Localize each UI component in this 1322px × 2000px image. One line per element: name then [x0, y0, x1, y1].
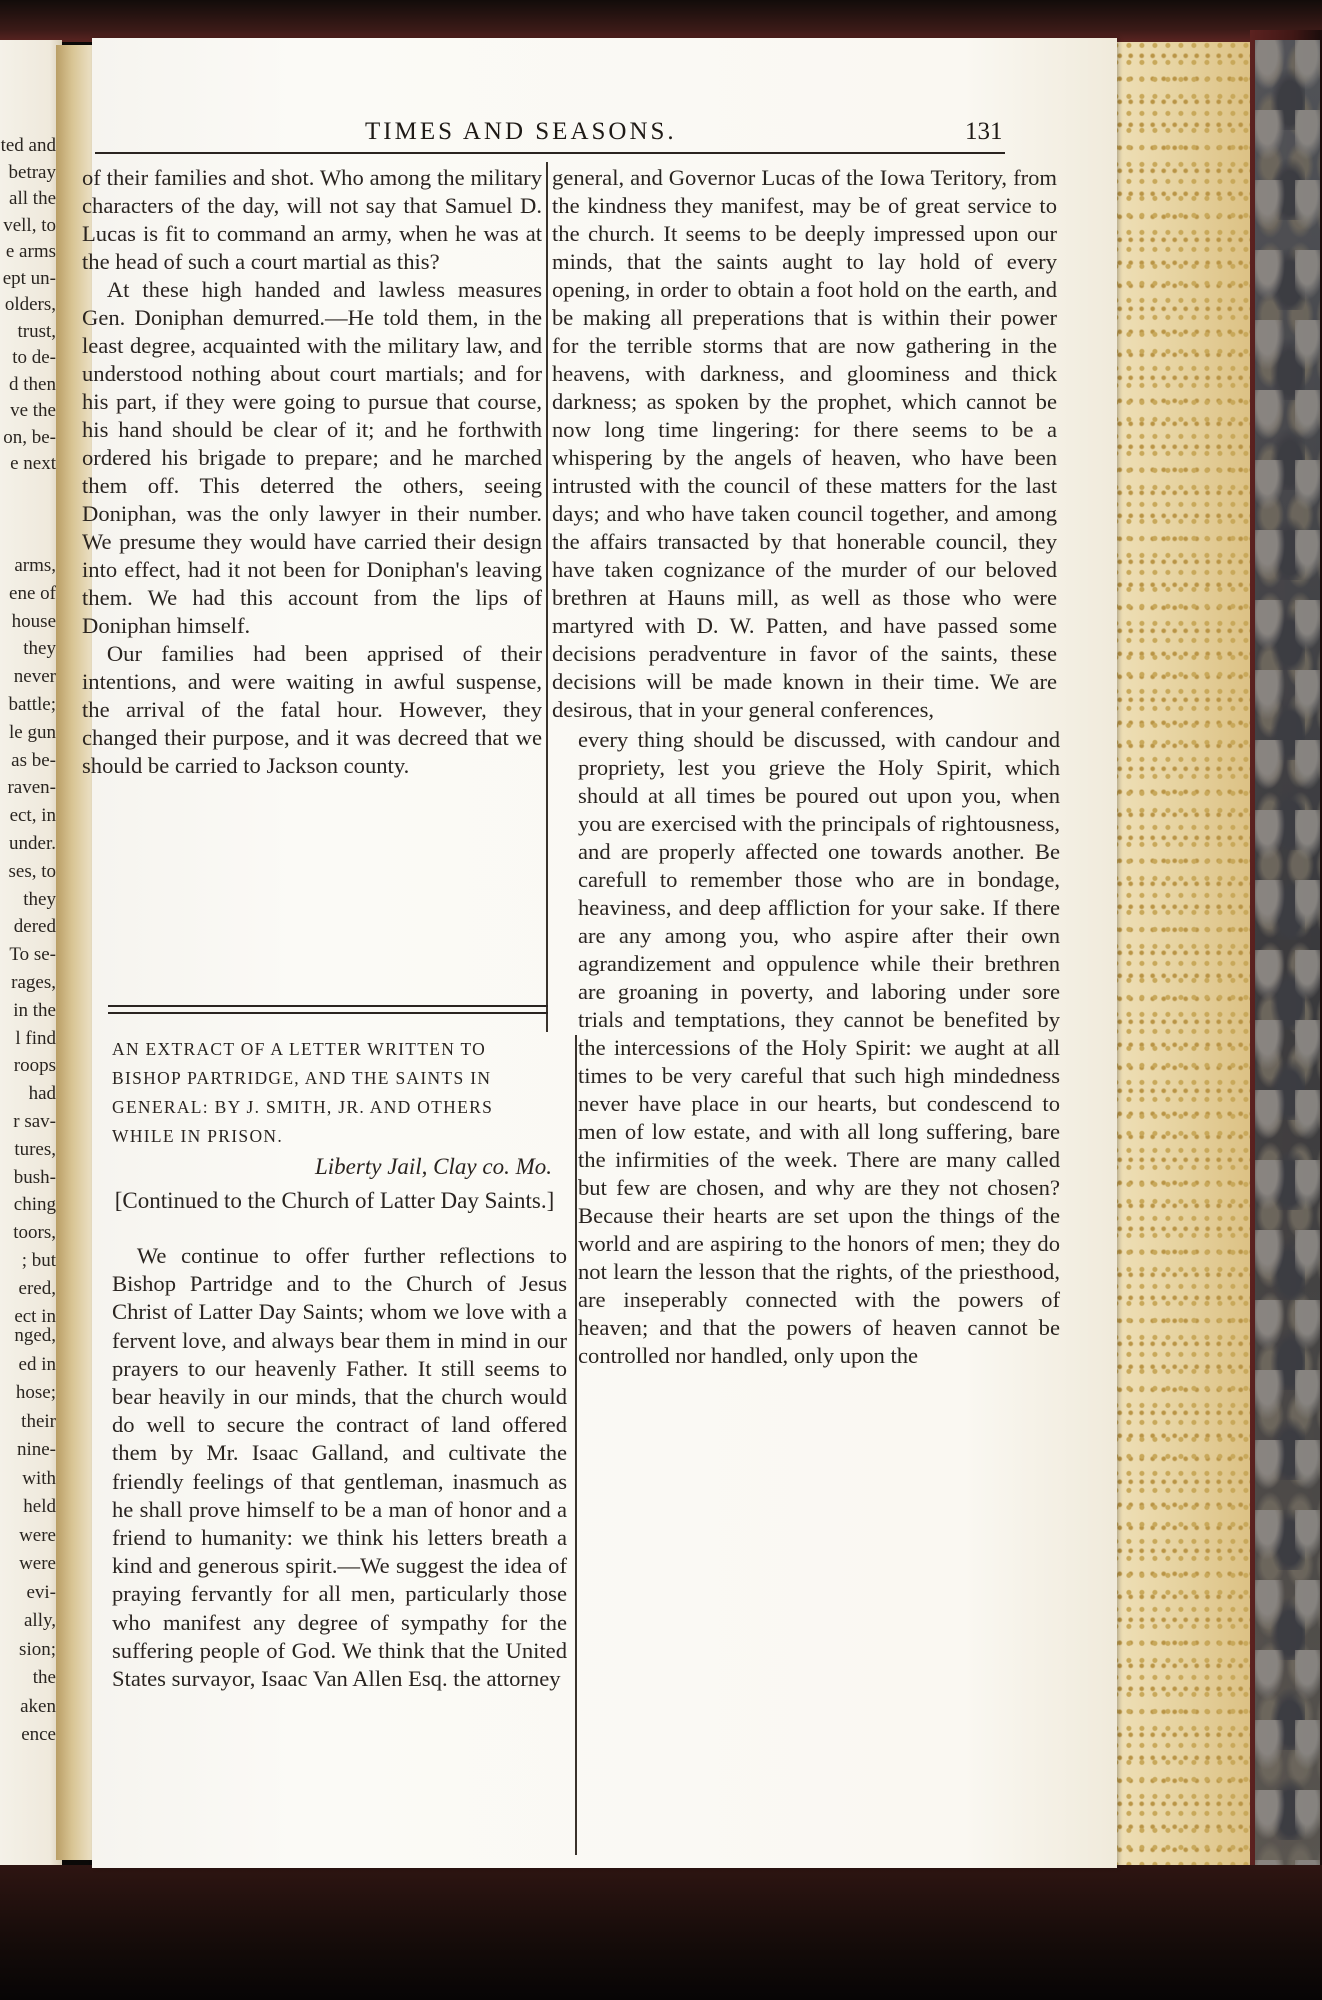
right-column-upper [552, 164, 1057, 724]
header-rule [95, 152, 1005, 154]
left-page-fragment: never [13, 666, 56, 688]
left-page-fragment: arms, [14, 555, 56, 576]
left-facing-page [0, 40, 62, 1865]
dateline: Liberty Jail, Clay co. Mo. [315, 1154, 552, 1179]
left-page-fragment: ed in [18, 1353, 56, 1375]
book-cover-bottom [0, 1865, 1322, 2000]
left-page-fragment: To se- [9, 944, 56, 966]
left-page-fragment: evi- [26, 1581, 56, 1603]
left-page-fragment: they [23, 888, 56, 910]
left-page-fragment: l find [15, 1027, 56, 1049]
book-cover-top [0, 0, 1322, 42]
left-page-fragment: in the [13, 999, 56, 1021]
left-page-fragment: roops [13, 1055, 56, 1077]
left-page-fragment: ve the [10, 400, 56, 421]
left-page-fragment: sion; [19, 1638, 56, 1660]
left-page-fragment: nine- [16, 1439, 56, 1460]
paragraph: We continue to offer further reflections to Bishop Partridge and to the Church of Jesus Christ of Latter Day Saints; whom we love with a fervent love, and always bear them in mind in our prayers to our heavenly Father. It still seems to bear heavily in our minds, that the church would do well to secure the contract of land offered them by Mr. Isaac Galland, and cultivate the friendly feelings of that gentleman, inasmuch as he shall prove himself to be a man of honor and a friend to humanity: we think his letters breath a kind and generous spirit.—We suggest the idea of praying fervantly for all men, particularly those who manifest any degree of sympathy for the suffering people of God. We think that the United States survayor, Isaac Van Allen Esq. the attorney [112, 1243, 567, 1692]
left-page-fragment: the [32, 1667, 56, 1688]
left-page-fragment: e arms [5, 241, 56, 262]
left-page-fragment: ching [13, 1194, 56, 1216]
left-page-fragment: with [22, 1467, 56, 1489]
paragraph: general, and Governor Lucas of the Iowa Teritory, from the kindness they manifest, may be of great service to the church. It seems to be deeply impressed upon our minds, that the saints aught to lay hold of every opening, in order to obtain a foot hold on the earth, and be making all preperations that is within their power for the terrible storms that are now gathering in the heavens, with darkness, and gloominess and thick darkness; as spoken by the prophet, which cannot be now long time lingering: for there seems to be a whispering by the angels of heaven, who have been intrusted with the council of these matters for the last days; and who have taken council together, and among the affairs transacted by that honerable council, they have taken cognizance of the murder of our beloved brethren at Hauns mill, as well as those who were martyred with D. W. Patten, and have passed some decisions peradventure in favor of the saints, these decisions will be made known in their time. We are desirous, that in your general conferences, [552, 165, 1057, 722]
left-page-fragment: r sav- [13, 1111, 56, 1132]
left-page-fragment: le gun [9, 721, 56, 743]
left-page-fragment: on, be- [3, 426, 56, 448]
left-page-fragment: to de- [12, 347, 56, 368]
left-page-fragment: ered, [18, 1277, 56, 1299]
paragraph: every thing should be discussed, with candour and propriety, lest you grieve the Holy Spirit, which should at all times be poured out upon you, when you are exercised with the principals of rightousness, and are properly affected one towards another. Be carefull to remember those who are in bondage, heaviness, and deep affliction for your sake. If there are any among you, who aspire after their own agrandizement and oppulence while their brethren are groaning in poverty, and laboring under sore trials and temptations, they cannot be benefited by the intercessions of the Holy Spirit: we aught at all times to be very careful that such high mindedness never have place in our hearts, but condescend to men of low estate, and with all long suffering, bare the infirmities of the week. There are many called but few are chosen, and why are they not chosen? Because their hearts are set upon the things of the world and are aspiring to the honors of men; they do not learn the lesson that the rights, of the priesthood, are inseperably connected with the powers of heaven; and that the powers of heaven cannot be controlled nor handled, only upon the [578, 727, 1060, 1368]
left-page-fragment: battle; [8, 694, 56, 715]
left-page-fragment: ept un- [2, 267, 56, 289]
left-page-fragment: raven- [7, 777, 56, 799]
left-page-fragment: toors, [13, 1222, 56, 1244]
left-page-fragment: olders, [4, 294, 56, 315]
column-divider [546, 162, 548, 1032]
left-page-fragment: d then [9, 373, 56, 395]
running-head-title: TIMES AND SEASONS. [365, 118, 677, 145]
left-page-fragment: aken [20, 1695, 56, 1717]
left-page-fragment: ene of [9, 582, 56, 604]
left-page-fragment: betray [8, 161, 56, 183]
left-page-fragment: ; but [21, 1250, 56, 1271]
left-page-fragment: bush- [13, 1166, 56, 1188]
left-page-fragment: all the [9, 188, 56, 209]
left-page-fragment: e next [10, 453, 56, 474]
left-page-fragment: rages, [11, 972, 56, 993]
left-page-fragment: had [28, 1083, 56, 1105]
section-divider [108, 1005, 548, 1014]
marbled-endpaper [1255, 40, 1320, 1920]
extract-heading: AN EXTRACT OF A LETTER WRITTEN TO BISHOP PARTRIDGE, AND THE SAINTS IN GENERAL: BY J. SMITH, JR. AND OTHERS WHILE IN PRISON. [112, 1039, 494, 1146]
paragraph: At these high handed and lawless measures Gen. Doniphan demurred.—He told them, in the least degree, acquainted with the military law, and understood nothing about court martials; and for his part, if they were going to pursue that course, his hand should be clear of it; and he forthwith ordered his brigade to prepare; and he marched them off. This deterred the others, seeing Doniphan, was the only lawyer in their number. We presume they would have carried their design into effect, had it not been for Doniphan's leaving them. We had this account from the lips of Doniphan himself. [82, 277, 542, 638]
letter-body [112, 1242, 567, 1693]
left-column-upper [82, 164, 542, 780]
left-page-fragment: ect in [14, 1305, 56, 1327]
page-number: 131 [965, 118, 1003, 145]
left-page-fragment: vell, to [3, 214, 56, 236]
left-page-fragment: ted and [0, 135, 56, 156]
left-page-fragment: nged, [14, 1325, 56, 1346]
page-edges [1112, 42, 1252, 1957]
left-page-fragment: were [19, 1553, 56, 1574]
column-divider-lower [575, 1035, 577, 1855]
left-page-fragment: were [19, 1524, 56, 1546]
left-page-fragment: tures, [14, 1138, 56, 1160]
left-page-fragment: ence [21, 1724, 56, 1745]
left-page-fragment: as be- [11, 749, 56, 771]
left-page-fragment: ally, [23, 1610, 56, 1631]
left-page-fragment: ses, to [8, 860, 56, 882]
left-page-fragment: held [23, 1496, 56, 1517]
left-page-fragment: ect, in [9, 805, 56, 827]
left-page-fragment: dered [13, 916, 56, 938]
paragraph: Our families had been apprised of their intentions, and were waiting in awful suspense, the arrival of the fatal hour. However, they changed their purpose, and it was decreed that we should be carried to Jackson county. [82, 641, 542, 778]
continued-note: [Continued to the Church of Latter Day Saints.] [114, 1188, 555, 1213]
left-page-fragment: their [21, 1410, 56, 1432]
paragraph: of their families and shot. Who among the military characters of the day, will not say that Samuel D. Lucas is fit to command an army, when he was at the head of such a court martial as this? [82, 165, 542, 274]
left-page-fragment: they [23, 638, 56, 660]
left-page-fragment: house [11, 610, 56, 632]
left-page-fragment: under. [9, 833, 56, 854]
left-page-fragment: hose; [15, 1382, 56, 1403]
left-page-fragment: trust, [17, 320, 56, 342]
right-column-lower [578, 726, 1060, 1370]
